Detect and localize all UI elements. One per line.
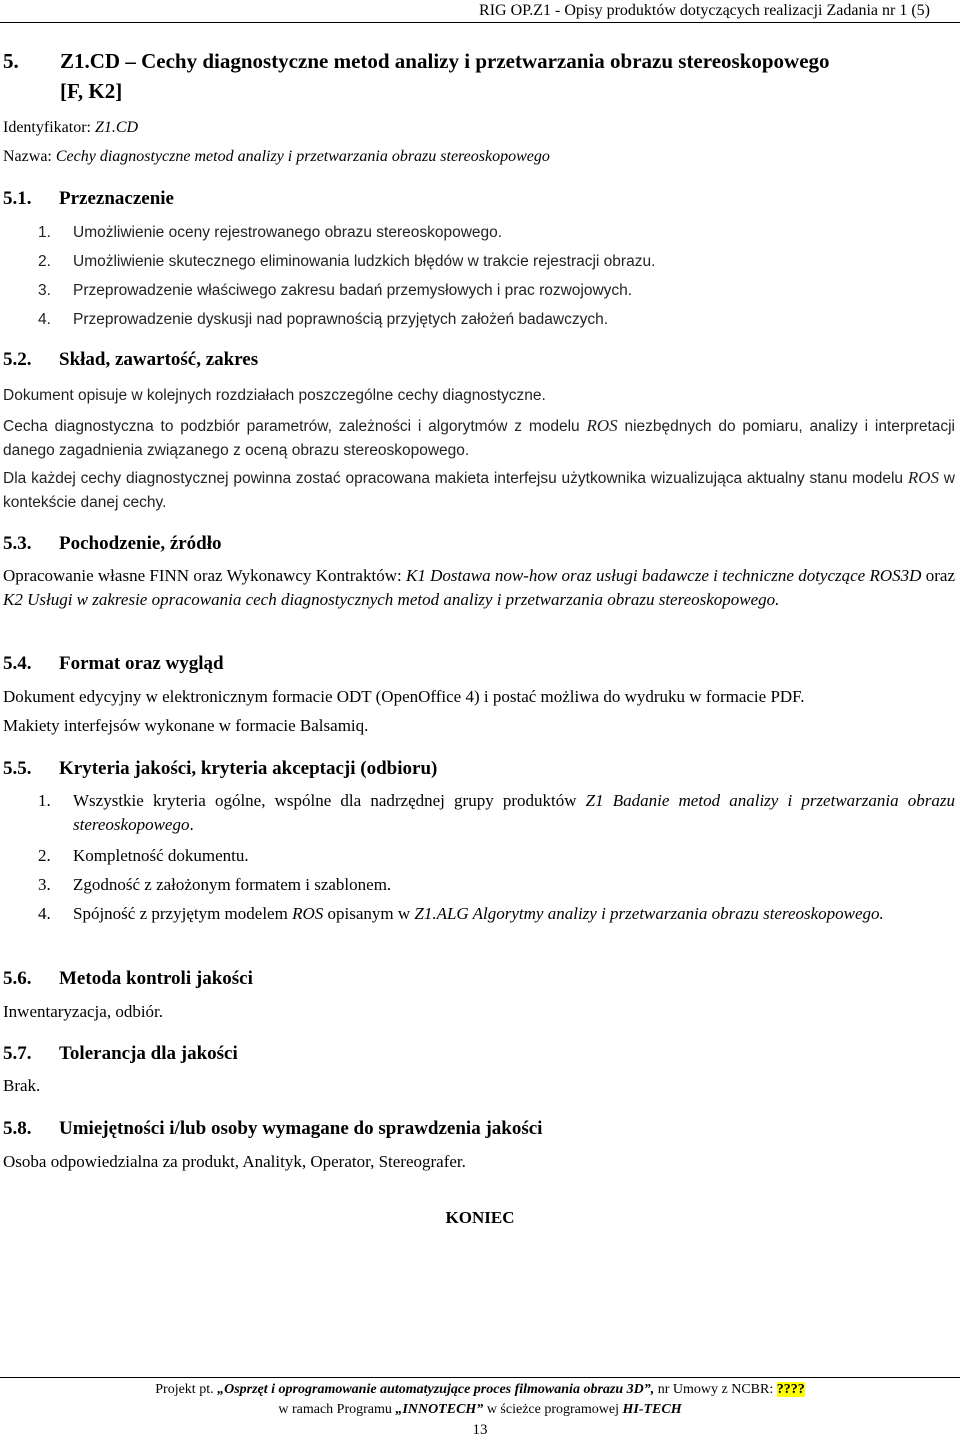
list-text <box>73 789 955 837</box>
text-run: Dla każdej cechy diagnostycznej powinna zostać opracowana makieta interfejsu użytkownika wizualizująca aktualny stanu modelu <box>3 470 908 487</box>
footer-line-2 <box>0 1400 960 1420</box>
list-number: 3. <box>38 875 51 894</box>
subsection-title: Metoda kontroli jakości <box>59 968 253 989</box>
section-title-line1: Z1.CD – Cechy diagnostyczne metod analizy i przetwarzania obrazu stereoskopowego <box>60 49 830 73</box>
subsection-heading-5-3 <box>3 531 222 557</box>
subsection-heading-5-6 <box>3 966 253 992</box>
text-run-italic: ROS <box>907 468 939 487</box>
text-run: w ścieżce programowej <box>483 1402 623 1417</box>
list-item <box>3 789 955 837</box>
text-run: . <box>189 815 194 834</box>
section-number: 5. <box>3 49 19 73</box>
subsection-heading-5-5 <box>3 756 437 782</box>
text-run: w ramach Programu <box>278 1402 396 1417</box>
text-run-bold-italic: „Osprzęt i oprogramowanie automatyzujące proces filmowania obrazu 3D”, <box>217 1382 655 1397</box>
text-run-italic: ROS <box>586 416 618 435</box>
subsection-title: Pochodzenie, źródło <box>59 533 222 554</box>
text-run-italic: Z1 Badanie metod analizy i przetwarzania obrazu stereoskopowego <box>73 791 955 834</box>
text-run: w kontekście danej cechy. <box>3 470 956 511</box>
text-run-italic: K2 Usługi w zakresie opracowania cech diagnostycznych metod analizy i przetwarzania obrazu stereoskopowego. <box>3 590 780 609</box>
paragraph: Inwentaryzacja, odbiór. <box>3 1002 164 1021</box>
subsection-number: 5.1. <box>3 188 32 209</box>
paragraph: Dokument edycyjny w elektronicznym formacie ODT (OpenOffice 4) i postać możliwa do wydruku w formacie PDF. <box>3 687 805 706</box>
text-run: niezbędnych do pomiaru, analizy i interpretacji danego zagadnienia związanego z oceną obrazu stereoskopowego. <box>3 418 956 459</box>
list-text: Przeprowadzenie właściwego zakresu badań przemysłowych i prac rozwojowych. <box>73 282 633 299</box>
list-text: Przeprowadzenie dyskusji nad poprawnością przyjętych założeń badawczych. <box>73 311 609 328</box>
list-number: 1. <box>38 224 51 241</box>
footer-line-1 <box>0 1380 960 1400</box>
subsection-number: 5.7. <box>3 1043 32 1064</box>
subsection-heading-5-4 <box>3 651 224 677</box>
text-run: opisanym w <box>323 904 415 923</box>
paragraph <box>3 466 955 515</box>
paragraph: Dokument opisuje w kolejnych rozdziałach poszczególne cechy diagnostyczne. <box>3 387 546 404</box>
section-heading <box>3 46 943 106</box>
list-number: 4. <box>38 311 51 328</box>
subsection-heading-5-2 <box>3 347 258 373</box>
subsection-number: 5.6. <box>3 968 32 989</box>
subsection-number: 5.2. <box>3 349 32 370</box>
text-run: Spójność z przyjętym modelem <box>73 904 293 923</box>
text-run-italic: Z1.ALG Algorytmy analizy i przetwarzania obrazu stereoskopowego. <box>414 904 884 923</box>
criteria-list-cont <box>3 902 955 926</box>
text-run: Cecha diagnostyczna to podzbiór parametrów, zależności i algorytmów z modelu <box>3 418 587 435</box>
list-item <box>3 276 953 305</box>
text-run: Projekt pt. <box>155 1382 218 1397</box>
end-marker: KONIEC <box>445 1208 515 1227</box>
list-item <box>3 247 953 276</box>
criteria-list-cont <box>3 844 955 868</box>
list-text: Kompletność dokumentu. <box>73 846 249 865</box>
list-item <box>3 305 953 334</box>
purpose-list <box>3 218 953 334</box>
name-label: Nazwa: <box>3 148 56 165</box>
header-rule <box>0 22 960 23</box>
name-line <box>3 146 550 168</box>
text-run: nr Umowy z NCBR: <box>654 1382 777 1397</box>
list-number: 2. <box>38 253 51 270</box>
subsection-number: 5.5. <box>3 758 32 779</box>
list-text <box>73 902 955 926</box>
list-number: 1. <box>38 791 51 810</box>
subsection-heading-5-7 <box>3 1041 238 1067</box>
page-number: 13 <box>472 1422 488 1438</box>
criteria-list-cont <box>3 873 955 897</box>
criteria-list <box>3 789 955 837</box>
text-run: oraz <box>921 566 955 585</box>
list-text: Umożliwienie oceny rejestrowanego obrazu stereoskopowego. <box>73 224 503 241</box>
section-title-line2: [F, K2] <box>60 79 123 103</box>
subsection-heading-5-1 <box>3 186 174 212</box>
list-text: Umożliwienie skutecznego eliminowania ludzkich błędów w trakcie rejestracji obrazu. <box>73 253 656 270</box>
text-run-italic: ROS <box>292 904 324 923</box>
identifier-line <box>3 117 138 139</box>
subsection-heading-5-8 <box>3 1116 542 1142</box>
list-item <box>3 873 955 897</box>
subsection-number: 5.8. <box>3 1118 32 1139</box>
paragraph: Osoba odpowiedzialna za produkt, Analityk, Operator, Stereografer. <box>3 1152 466 1171</box>
footer-rule <box>0 1377 960 1378</box>
list-item <box>3 902 955 926</box>
list-number: 2. <box>38 846 51 865</box>
running-header: RIG OP.Z1 - Opisy produktów dotyczących realizacji Zadania nr 1 (5) <box>479 2 930 19</box>
subsection-title: Przeznaczenie <box>59 188 174 209</box>
name-value: Cechy diagnostyczne metod analizy i przetwarzania obrazu stereoskopowego <box>55 148 550 165</box>
text-run: Opracowanie własne FINN oraz Wykonawcy Kontraktów: <box>3 566 406 585</box>
list-text: Zgodność z założonym formatem i szablonem. <box>73 875 392 894</box>
subsection-title: Kryteria jakości, kryteria akceptacji (odbioru) <box>59 758 438 779</box>
subsection-title: Tolerancja dla jakości <box>59 1043 238 1064</box>
identifier-label: Identyfikator: <box>3 119 95 136</box>
subsection-title: Umiejętności i/lub osoby wymagane do sprawdzenia jakości <box>59 1118 543 1139</box>
list-item <box>3 218 953 247</box>
text-run-italic: K1 Dostawa now-how oraz usługi badawcze i techniczne dotyczące ROS3D <box>405 566 922 585</box>
contract-number-placeholder: ???? <box>776 1382 805 1397</box>
list-number: 3. <box>38 282 51 299</box>
footer <box>0 1380 960 1420</box>
subsection-title: Skład, zawartość, zakres <box>59 349 259 370</box>
subsection-title: Format oraz wygląd <box>59 653 224 674</box>
text-run-bold-italic: HI-TECH <box>622 1402 682 1417</box>
paragraph: Brak. <box>3 1076 41 1095</box>
subsection-number: 5.4. <box>3 653 32 674</box>
text-run: Wszystkie kryteria ogólne, wspólne dla nadrzędnej grupy produktów <box>73 791 586 810</box>
text-run-bold-italic: „INNOTECH” <box>395 1402 484 1417</box>
list-number: 4. <box>38 904 51 923</box>
identifier-value: Z1.CD <box>94 119 139 136</box>
list-item <box>3 844 955 868</box>
subsection-number: 5.3. <box>3 533 32 554</box>
paragraph <box>3 564 955 612</box>
paragraph: Makiety interfejsów wykonane w formacie Balsamiq. <box>3 716 369 735</box>
paragraph <box>3 414 955 463</box>
